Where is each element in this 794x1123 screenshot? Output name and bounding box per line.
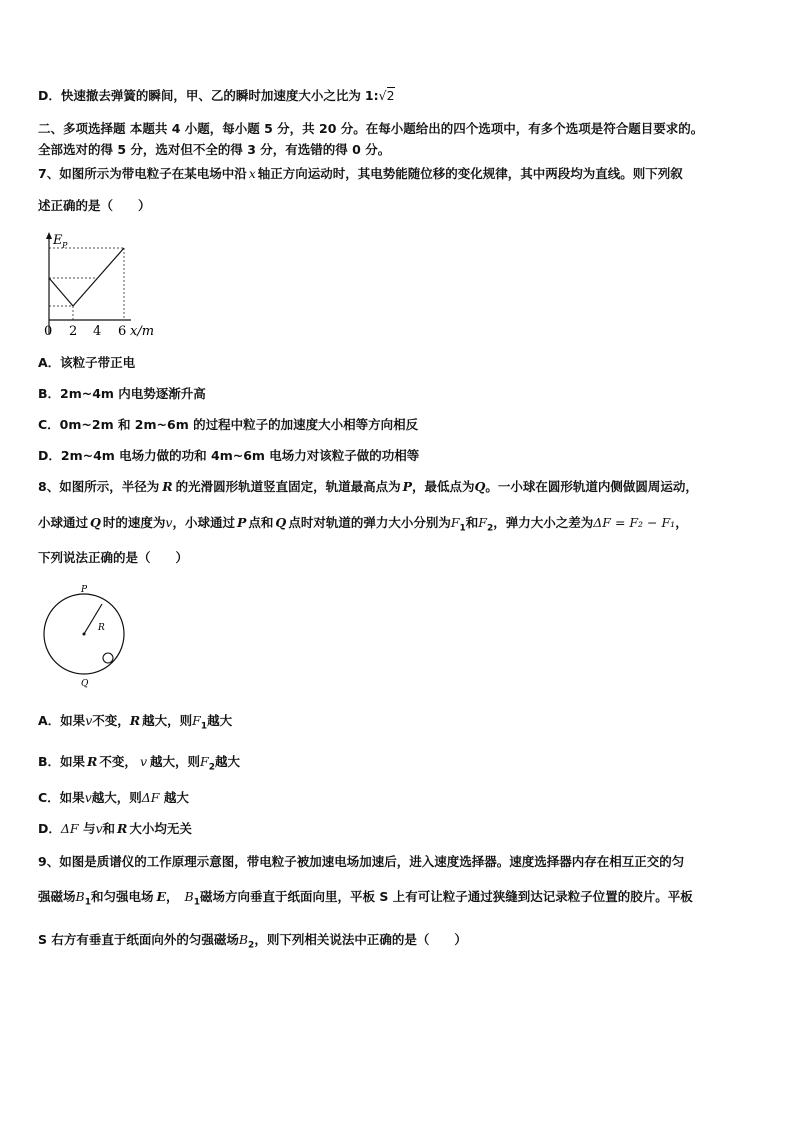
q7-option-d[interactable]: D．2m~4m 电场力做的功和 4m~6m 电场力对该粒子做的功相等 [38, 448, 420, 463]
q8-equation: ΔF = F₂ − F₁ [593, 515, 676, 530]
q8-var-f1: F [450, 515, 460, 530]
q9-var-e: E [156, 889, 167, 904]
q7-stem-line2: 述正确的是（ ） [38, 198, 151, 213]
q7-option-a[interactable]: A．该粒子带正电 [38, 355, 136, 370]
tick-6: 6 [118, 324, 127, 339]
q8-text-i: 点时对轨道的弹力大小分别为 [288, 515, 451, 530]
ylabel-e: E [53, 233, 63, 248]
section2-line1: 二、多项选择题 本题共 4 小题，每小题 5 分，共 20 分。在每小题给出的四个选项中，有多个选项是符合题目要求的。 [38, 121, 704, 136]
tick-2: 2 [69, 324, 78, 339]
q9-text-c: ， [166, 889, 179, 904]
q7-stem-line1 [38, 166, 683, 182]
q7-option-b[interactable]: B．2m~4m 内电势逐渐升高 [38, 386, 206, 401]
q8-text-he: 和 [465, 515, 479, 530]
q9-text-e: S 右方有垂直于纸面向外的匀强磁场 [38, 932, 239, 947]
q7-ep-graph [36, 228, 166, 340]
q8-b-1: B．如果 [38, 754, 86, 769]
q8-a-1: A．如果 [38, 713, 86, 728]
q8-circle-figure [38, 582, 128, 692]
q9-sub-1b: 1 [193, 897, 200, 908]
q8-b-v: v [139, 754, 147, 769]
q8-var-p2: P [237, 515, 247, 530]
q8-b-4: 越大 [214, 754, 240, 769]
q8-var-p: P [402, 479, 413, 494]
q9-var-b1b: B [184, 889, 194, 904]
section2-line2: 全部选对的得 5 分，选对但不全的得 3 分，有选错的得 0 分。 [38, 142, 391, 157]
ratio-text: 1: [364, 88, 379, 103]
q8-text-e: 小球通过 [38, 515, 89, 530]
q8-a-sub: 1 [200, 721, 208, 732]
q8-option-c[interactable] [38, 790, 189, 806]
q8-text-h: 点和 [248, 515, 274, 530]
sqrt-value: 2 [386, 88, 395, 103]
q8-d-5: 大小均无关 [129, 821, 192, 836]
ep-curve [49, 248, 124, 306]
q9-text-f: ，则下列相关说法中正确的是（ ） [254, 932, 467, 947]
tick-0: 0 [44, 324, 53, 339]
q8-var-f2: F [478, 515, 487, 530]
q8-d-3: 与 [78, 821, 96, 836]
q8-a-r: R [129, 713, 141, 728]
ylabel-sub: P [62, 241, 68, 250]
label-q: Q [81, 679, 89, 689]
q8-b-3: 越大，则 [150, 754, 201, 769]
q9-sub-2: 2 [248, 940, 255, 951]
q8-d-4: 和 [102, 821, 116, 836]
q8-c-1: C．如果 [38, 790, 85, 805]
q8-a-4: 越大 [207, 713, 233, 728]
q8-text-a: 8、如图所示，半径为 [38, 479, 160, 494]
q9-text-d: 磁场方向垂直于纸面向里，平板 S 上有可让粒子通过狭缝到达记录粒子位置的胶片。平板 [199, 889, 693, 904]
q8-text-f: 时的速度为 [102, 515, 166, 530]
q9-stem-line3 [38, 932, 467, 954]
q8-var-r: R [162, 479, 173, 494]
y-axis-arrow [46, 232, 52, 239]
q7-var-x: x [248, 166, 256, 181]
q9-var-b2: B [238, 932, 249, 947]
q8-a-f: F [192, 713, 201, 728]
q8-text-d: 。一小球在圆形轨道内侧做圆周运动， [485, 479, 698, 494]
q8-a-3: 越大，则 [142, 713, 193, 728]
q7-text-a: 7、如图所示为带电粒子在某电场中沿 [38, 166, 247, 181]
q8-option-d[interactable] [38, 821, 192, 837]
q8-stem-line2: 小球通过 Q 时的速度为v，小球通过 P 点和 Q 点时对轨道的弹力大小分别为$F_1$和$F_2$，弹力大小之差为ΔF = F₂ − F₁， [38, 515, 688, 534]
q8-text-b: 的光滑圆形轨道竖直固定，轨道最高点为 [175, 479, 401, 494]
q9-stem-line1: 9、如图是质谱仪的工作原理示意图，带电粒子被加速电场加速后，进入速度选择器。速度选择器内存在相互正交的匀 [38, 854, 685, 869]
q8-c-4: 越大 [159, 790, 189, 805]
q8-c-2: 越大，则 [91, 790, 142, 805]
q8-option-b[interactable] [38, 754, 240, 776]
q8-d-delta: ΔF [60, 821, 79, 836]
q8-a-v: v [85, 713, 93, 728]
q8-d-v: v [95, 821, 103, 836]
q8-stem-line3: 下列说法正确的是（ ） [38, 550, 189, 565]
q8-text-j: ，弹力大小之差为 [493, 515, 594, 530]
q8-c-delta: ΔF [141, 790, 160, 805]
xlabel: x/m [130, 324, 155, 339]
q8-b-f: F [200, 754, 209, 769]
label-p: P [81, 585, 88, 595]
tick-4: 4 [93, 324, 102, 339]
q8-text-c: ，最低点为 [412, 479, 475, 494]
sqrt-symbol: √ [378, 88, 387, 103]
q7-text-b: 轴正方向运动时，其电势能随位移的变化规律，其中两段均为直线。则下列叙 [257, 166, 683, 181]
q6-option-d-text: D．快速撤去弹簧的瞬间，甲、乙的瞬时加速度大小之比为 [38, 88, 361, 103]
q6-option-d [38, 88, 395, 104]
q8-var-q: Q [474, 479, 486, 494]
q8-var-q2: Q [90, 515, 101, 530]
q9-text-a: 强磁场 [38, 889, 76, 904]
q8-text-g: ，小球通过 [172, 515, 235, 530]
q8-d-r: R [117, 821, 128, 836]
q9-var-b1: B [75, 889, 85, 904]
q9-stem-line2 [38, 889, 693, 911]
q8-var-q3: Q [275, 515, 287, 530]
q9-sub-1: 1 [84, 897, 91, 908]
q8-d-1: D． [38, 821, 61, 836]
q8-sub-2: 2 [486, 523, 494, 534]
center-dot [83, 633, 86, 636]
q8-b-sub: 2 [208, 762, 215, 773]
label-r: R [98, 623, 105, 633]
q8-b-2: 不变， [99, 754, 137, 769]
q8-a-2: 不变， [92, 713, 130, 728]
q8-option-a[interactable] [38, 713, 232, 735]
q8-stem-line1 [38, 479, 698, 495]
q9-text-b: 和匀强电场 [90, 889, 154, 904]
q8-var-v: v [165, 515, 173, 530]
q8-c-v: v [84, 790, 92, 805]
ball [103, 653, 113, 663]
q7-option-c[interactable]: C．0m~2m 和 2m~6m 的过程中粒子的加速度大小相等方向相反 [38, 417, 419, 432]
q8-b-r: R [87, 754, 98, 769]
q8-sub-1: 1 [459, 523, 466, 534]
